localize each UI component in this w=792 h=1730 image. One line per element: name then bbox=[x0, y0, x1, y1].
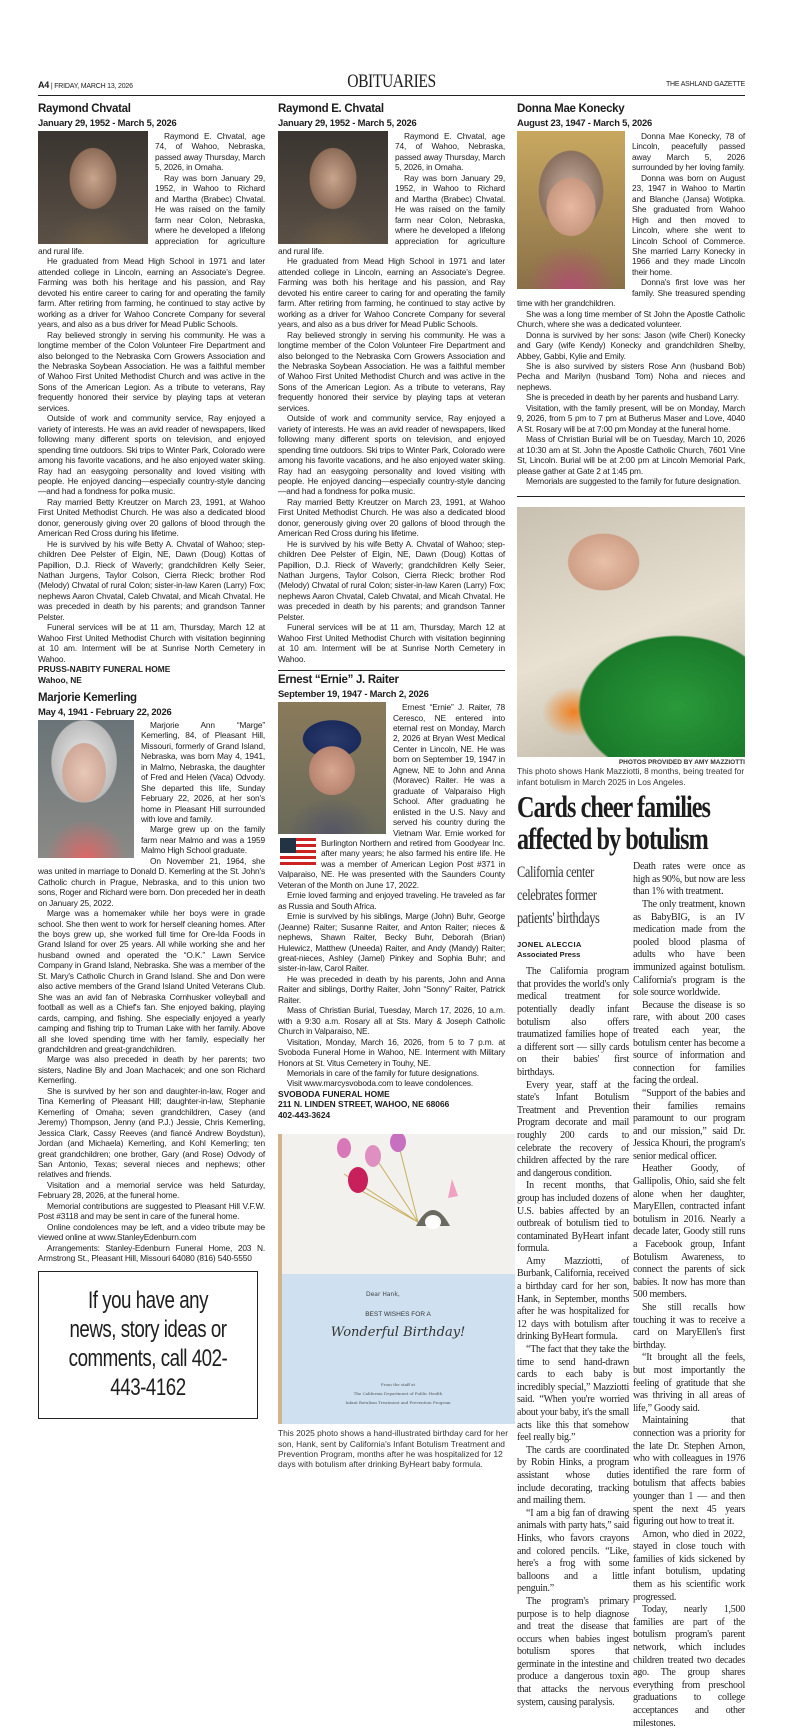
portrait-photo bbox=[278, 702, 386, 834]
paragraph: Mass of Christian Burial, Tuesday, March 17, 2026, 10 a.m. with a 9:30 a.m. Rosary all at Sts. Mary & Joseph Catholic Church in Valparaiso, NE. bbox=[278, 1005, 505, 1037]
paragraph: The cards are coordinated by Robin Hinks, a program assistant whose duties include decorating, tracking and mailing them. bbox=[517, 1444, 629, 1507]
body-text bbox=[517, 966, 629, 1709]
body-text bbox=[633, 861, 745, 1730]
paragraph: She is survived by her son and daughter-in-law, Roger and Tina Kemerling of Pleasant Hill; daughter-in-law, Stephanie Kemerling of Omaha; seven grandchildren, Casey (and Jeremy) Thompson, Jenny (and P.J.) Jessie, Chris Kemerling, Jessica Clark, Cassy Reeves (and fiancé Andrew Boydstun), Jordan (and Michaela) Kemerling, and Kohl Kemerling; ten great grandchildren; one brother, Gary (and Rose) Odvody of San Antonio, Texas; several nieces and nephews; other relatives and friends. bbox=[38, 1085, 265, 1180]
funeral-home-address: 211 N. LINDEN STREET, WAHOO, NE 68066 bbox=[278, 1099, 450, 1110]
byline bbox=[517, 940, 629, 960]
paragraph: Funeral services will be at 11 am, Thursday, March 12 at Wahoo First United Methodist Church with visitation beginning at 10 am. Interment will be at Sunrise North Cemetery in Wahoo. bbox=[278, 622, 505, 664]
paragraph: Arnon, who died in 2022, stayed in close touch with families of kids sickened by infant botulism, updating them as his scientific work progressed. bbox=[633, 1528, 745, 1603]
funeral-home: PRUSS-NABITY FUNERAL HOME bbox=[38, 664, 171, 675]
paragraph: Ernie is survived by his siblings, Marge (John) Buhr, George (Jeanne) Raiter; Susanne Raiter, and Anton Raiter; nieces & nephews, Shawn Raiter, Becky Buhr, Deborah (Brian) Hulewicz, Matthew (Uneeda) Raiter, and Andy (Mandy) Raiter; great-nieces, Ashley (Jamel) Pinkey and Sophia Buhr; and sister-in-law, Carol Raiter. bbox=[278, 911, 505, 974]
paragraph: She is preceded in death by her parents and husband Larry. bbox=[526, 392, 739, 403]
portrait-photo bbox=[38, 131, 148, 244]
paragraph: Funeral services will be at 11 am, Thursday, March 12 at Wahoo First United Methodist Church with visitation beginning at 10 am. Interment will be at Sunrise North Cemetery in Wahoo. bbox=[38, 622, 265, 664]
obituary-raymond-e-chvatal bbox=[278, 102, 505, 664]
article-headline: Cards cheer families affected by botulism bbox=[517, 789, 711, 857]
paragraph: Arrangements: Stanley-Edenburn Funeral Home, 203 N. Armstrong St., Pleasant Hill, Missouri 64080 (816) 540-5550 bbox=[38, 1242, 265, 1264]
portrait-photo bbox=[278, 131, 388, 244]
birthday-card-photo bbox=[278, 1134, 515, 1424]
paragraph: She was a long time member of St John the Apostle Catholic Church, where she was a dedicated volunteer. bbox=[517, 308, 745, 330]
article-subhead: California center celebrates former patients' birthdays bbox=[517, 864, 600, 928]
paragraph: He is survived by his wife Betty A. Chvatal of Wahoo; step-children Dee Pelster of Elgin, NE, Dawn (Doug) Kottas of Papillion, D.J. Rieck of Waverly; grandchildren Kelly Seier, Nathan Jurgens, Taylor Colson, Cierra Rieck; brother Rod (Melody) Chvatal of rural Colon; sister-in-law Karen (Larry) Fox; nephews Aaron Chvatal, Caleb Chvatal, and Micah Chvatal. He was preceded in death by his parents; and grandson Tanner Pelster. bbox=[38, 538, 265, 622]
paragraph: Memorials are suggested to the family for future designation. bbox=[526, 475, 741, 486]
paragraph: Raymond E. Chvatal, age 74, of Wahoo, Nebraska, passed away Thursday, March 5, 2026, in Omaha. bbox=[155, 131, 265, 173]
portrait-photo bbox=[38, 720, 134, 858]
paragraph: He was preceded in death by his parents, John and Anna Raiter and siblings, Dorthy Raiter, John “Sonny” Raiter, Patrick Raiter. bbox=[278, 973, 505, 1005]
author-name: JONEL ALECCIA bbox=[517, 940, 582, 950]
paragraph: Ernest “Ernie” J. Raiter, 78 Ceresco, NE entered into eternal rest on Monday, March 2, 2026 at Bryan West Medical Center in Lincoln, NE. He was born on September 19, 1947 in Agnew, NE to John and Anna (Moravec) Raiter. He was a graduate of Valparaiso High School. After graduating he enlisted in the U.S. Navy and served his country during the Vietnam War. Ernie worked for Burlington Northern and retired from Goodyear Inc. after many years; he also farmed his entire life. He was a member of American Legion Post #371 in Valparaiso, NE. He was presented with the Saunders County Veteran of the Month on June 17, 2022. bbox=[278, 702, 505, 890]
paragraph: Donna Mae Konecky, 78 of Lincoln, peacefully passed away March 5, 2026 surrounded by her loving family. bbox=[632, 131, 745, 173]
paragraph: He graduated from Mead High School in 1971 and later attended college in Lincoln, earning an Associate's Degree. Farming was both his heritage and his passion, and Ray devoted his entire career to caring for and operating the family farm. After retiring from farming, he continued to stay active by working as a driver for Wahoo Concrete Company for several years, and also as a bus driver for Mead Public Schools. bbox=[278, 256, 505, 330]
obituary-dates: January 29, 1952 - March 5, 2026 bbox=[38, 117, 177, 128]
card-from-line: From the staff at bbox=[380, 1382, 416, 1388]
paragraph: Ray was born January 29, 1952, in Wahoo to Richard and Martha (Brabec) Chvatal. He was raised on the family farm near Colon, Nebraska, where he developed a lifelong appreciation for agriculture and rural life. bbox=[278, 172, 505, 256]
paragraph: “It brought all the feels, but most importantly the feeling of gratitude that she was thriving in all areas of life,” Goody said. bbox=[633, 1352, 745, 1414]
baby-photo bbox=[517, 507, 745, 757]
paragraph: She still recalls how touching it was to receive a card on MaryEllen's first birthday. bbox=[633, 1302, 745, 1351]
paragraph: Mass of Christian Burial will be on Tuesday, March 10, 2026 at 10:30 am at St. John the Apostle Catholic Church, 7601 Vine St, Lincoln. Burial will be at 2:00 pm at Lincoln Memorial Park, please gather at Gate 2 at 1:45 pm. bbox=[517, 434, 745, 476]
paragraph: Ray married Betty Kreutzer on March 23, 1991, at Wahoo First United Methodist Church. He was also a dedicated blood donor, generously giving over 20 gallons of blood through the American Red Cross during his lifetime. bbox=[278, 496, 505, 539]
obituary-marjorie-kemerling bbox=[38, 691, 265, 1264]
paragraph: Donna's first love was her family. She treasured spending time with her grandchildren. bbox=[517, 277, 745, 309]
card-greeting: Dear Hank, bbox=[366, 1291, 400, 1299]
article-photo-figure bbox=[517, 496, 745, 787]
paragraph: She is also survived by sisters Rose Ann (husband Bob) Pecha and Marilyn (husband Tom) Noha and nieces and nephews. bbox=[517, 360, 745, 392]
paragraph: Ray believed strongly in serving his community. He was a longtime member of the Colon Volunteer Fire Department and also belonged to the Nebraska Corn Growers Association and the Nebraska Soybean Association. He was a faithful member of Wahoo First United Methodist Church and was active in the Sons of the American Legion. As a tribute to veterans, Ray frequently honored their service by playing taps at veteran services. bbox=[278, 329, 505, 413]
paragraph: Visitation, with the family present, will be on Monday, March 9, 2026, from 5 pm to 7 pm at Butherus Maser and Love, 4040 A St. Rosary will be at 7:00 pm Monday at the funeral home. bbox=[517, 402, 745, 434]
paragraph: Marge was a homemaker while her boys were in grade school. She then went to work for herself cleaning homes. After the boys grew up, she worked full time for Ore-Ida Foods in Grand Island for over 25 years. All while working she and her husband owned and operated the “O.K.” Lawn Service Company in Grand Island, Nebraska. She was a member of the St. Mary's Catholic Church in Grand Island. She and Don were also active members of the Grand Island United Veterans Club. She was an avid fan of Nebraska Cornhusker volleyball and football as well as a Chief's fan. She enjoyed baking, playing cards, camping, and fishing. She especially enjoyed a yearly camping and fishing trip to Truman Lake with her family. Above all she loved spending time with her family, especially her grandchildren and great-grandchildren. bbox=[38, 908, 265, 1054]
paragraph: Ray was born January 29, 1952, in Wahoo to Richard and Martha (Brabec) Chvatal. He was raised on the family farm near Colon, Nebraska, where he developed a lifelong appreciation for agriculture and rural life. bbox=[38, 172, 265, 256]
paragraph: Ernie loved farming and enjoyed traveling. He traveled as far as Russia and South Africa. bbox=[278, 890, 505, 911]
paragraph: Raymond E. Chvatal, age 74, of Wahoo, Nebraska, passed away Thursday, March 5, 2026, in Omaha. bbox=[395, 131, 505, 173]
obituary-name: Ernest “Ernie” J. Raiter bbox=[278, 674, 399, 687]
paragraph: Today, nearly 1,500 families are part of the botulism program's parent network, which includes children treated two decades ago. The group shares everything from preschool graduations to college acceptances and other milestones. bbox=[633, 1604, 745, 1729]
obituary-name: Raymond Chvatal bbox=[38, 103, 131, 115]
birthday-card-figure bbox=[278, 1134, 515, 1470]
paragraph: Visitation and a memorial service was held Saturday, February 28, 2026, at the funeral home. bbox=[38, 1179, 265, 1201]
paragraph: Heather Goody, of Gallipolis, Ohio, said she felt alone when her daughter, MaryEllen, contracted infant botulism in 2016. Nearly a decade later, Goody still runs a Facebook group, Infant Botulism Awareness, to connect the parents of sick babies. It now has more than 500 members. bbox=[633, 1163, 745, 1301]
obituary-dates: August 23, 1947 - March 5, 2026 bbox=[517, 117, 653, 128]
paragraph: Because the disease is so rare, with about 200 cases treated each year, the botulism center has become a source of information and connection for families facing the ordeal. bbox=[633, 999, 745, 1087]
obituary-raymond-chvatal bbox=[38, 102, 265, 685]
paragraph: Maintaining that connection was a priority for the late Dr. Stephen Arnon, who with colleagues in 1976 identified the rare form of botulism that affects babies younger than 1 — and then spent the next 45 years figuring out how to treat it. bbox=[633, 1415, 745, 1528]
card-line1: BEST WISHES FOR A bbox=[365, 1311, 431, 1319]
paragraph: Every year, staff at the state's Infant Botulism Treatment and Prevention Program decorate and mail roughly 200 cards to celebrate the recovery of children affected by the rare and dangerous condition. bbox=[517, 1079, 629, 1179]
obituary-dates: September 19, 1947 - March 2, 2026 bbox=[278, 688, 429, 700]
section-title: OBITUARIES bbox=[347, 71, 436, 92]
funeral-home-phone: 402-443-3624 bbox=[278, 1109, 331, 1120]
paragraph: Marjorie Ann “Marge” Kemerling, 84, of Pleasant Hill, Missouri, formerly of Grand Island, Nebraska, was born May 4, 1941, in Malmo, Nebraska, the daughter of Fred and Helen (Vaca) Odvody. She departed this life, Sunday February 22, 2026, at her son's home in Pleasant Hill surrounded with love and family. bbox=[141, 719, 265, 824]
card-from-line: Infant Botulism Treatment and Prevention Program bbox=[345, 1400, 451, 1406]
obituary-ernie-raiter bbox=[278, 670, 505, 1120]
page-number: A4 bbox=[38, 80, 50, 90]
photo-caption: This 2025 photo shows a hand-illustrated birthday card for her son, Hank, sent by California's Infant Botulism Treatment and Prevention Program, months after he was hospitalized for 12 days with botulism after drinking ByHeart baby formula. bbox=[278, 1428, 508, 1470]
paragraph: Marge was also preceded in death by her parents; two sisters, Nadine Bly and Joan Machacek; and one son Richard Kemerling. bbox=[38, 1054, 265, 1086]
photo-caption: This photo shows Hank Mazziotti, 8 months, being treated for infant botulism in March 2025 in Los Angeles. bbox=[517, 766, 745, 787]
paragraph: Marge grew up on the family farm near Malmo and was a 1959 Malmo High School graduate. bbox=[141, 824, 265, 856]
news-tip-ad: If you have any news, story ideas or comments, call 402-443-4162 bbox=[38, 1271, 258, 1419]
paragraph: On November 21, 1964, she was united in marriage to Donald D. Kemerling at the St. John's Catholic church in Prague, Nebraska, and to this union two sons, Roger and Richard were born. Don preceded her in death on January 25, 2022. bbox=[38, 855, 265, 908]
column-1 bbox=[38, 102, 265, 1419]
paragraph: Memorials in care of the family for future designations. bbox=[287, 1067, 479, 1078]
funeral-home: SVOBODA FUNERAL HOME bbox=[278, 1088, 390, 1099]
page-header: A4 | FRIDAY, MARCH 13, 2026 OBITUARIES THE ASHLAND GAZETTE bbox=[38, 68, 745, 96]
card-line2: Wonderful Birthday! bbox=[330, 1325, 466, 1341]
obituary-donna-konecky bbox=[517, 102, 745, 486]
paragraph: Visit www.marcysvoboda.com to leave condolences. bbox=[287, 1078, 474, 1089]
paragraph: Visitation, Monday, March 16, 2026, from 5 to 7 p.m. at Svoboda Funeral Home in Wahoo, NE. Interment with Military Honors at St. Vitus Cemetery in Touhy, NE. bbox=[278, 1036, 505, 1068]
news-agency: Associated Press bbox=[517, 950, 581, 960]
paragraph: Death rates were once as high as 90%, but now are less than 1% with treatment. bbox=[633, 861, 745, 898]
paragraph: The California program that provides the world's only medical treatment for potentially deadly infant botulism also offers traumatized families hope of a different sort — silly cards on their babies' first birthdays. bbox=[517, 966, 629, 1078]
paragraph: The only treatment, known as BabyBIG, is an IV medication made from the pooled blood plasma of adults who have been immunized against botulism. California's program is the sole source worldwide. bbox=[633, 899, 745, 999]
issue-date: FRIDAY, MARCH 13, 2026 bbox=[54, 83, 133, 90]
paragraph: In recent months, that group has included dozens of U.S. babies affected by an outbreak of botulism tied to contaminated ByHeart infant formula. bbox=[517, 1180, 629, 1255]
article bbox=[517, 787, 745, 1730]
photo-credit: PHOTOS PROVIDED BY AMY MAZZIOTTI bbox=[618, 759, 745, 767]
obituary-name: Marjorie Kemerling bbox=[38, 691, 137, 704]
funeral-home-city: Wahoo, NE bbox=[38, 674, 82, 685]
paragraph: “I am a big fan of drawing animals with party hats,” said Hinks, who favors crayons and colored pencils. “Like, here's a frog with some balloons and a little penguin.” bbox=[517, 1507, 629, 1595]
paragraph: Outside of work and community service, Ray enjoyed a variety of interests. He was an avid reader of newspapers, liked following many different sports on television, and enjoyed spending time outdoors. Ski trips to Winter Park, Colorado were among his favorite vacations, and he also enjoyed water skiing. Ray had an easygoing personality and loved visiting with people. He enjoyed dancing—especially country-style dancing—and had a fondness for polka music. bbox=[38, 413, 265, 497]
paragraph: Outside of work and community service, Ray enjoyed a variety of interests. He was an avid reader of newspapers, liked following many different sports on television, and enjoyed spending time outdoors. Ski trips to Winter Park, Colorado were among his favorite vacations, and he also enjoyed water skiing. Ray had an easygoing personality and loved visiting with people. He enjoyed dancing—especially country-style dancing—and had a fondness for polka music. bbox=[278, 413, 505, 497]
column-3 bbox=[517, 102, 745, 1730]
obituary-name: Donna Mae Konecky bbox=[517, 103, 625, 115]
obituary-dates: January 29, 1952 - March 5, 2026 bbox=[278, 117, 417, 128]
obituary-dates: May 4, 1941 - February 22, 2026 bbox=[38, 705, 172, 717]
paragraph: Memorial contributions are suggested to Pleasant Hill V.F.W. Post #3118 and may be sent in care of the funeral home. bbox=[38, 1200, 265, 1222]
paragraph: Ray married Betty Kreutzer on March 23, 1991, at Wahoo First United Methodist Church. He was also a dedicated blood donor, generously giving over 20 gallons of blood through the American Red Cross during his lifetime. bbox=[38, 496, 265, 539]
column-2 bbox=[278, 102, 508, 1470]
paragraph: Donna is survived by her sons: Jason (wife Cheri) Konecky and Gary (wife Kendy) Konecky and grandchildren Shelby, Abbey, Gabbi, Kylie and Emily. bbox=[517, 329, 745, 361]
paragraph: He graduated from Mead High School in 1971 and later attended college in Lincoln, earning an Associate's Degree. Farming was both his heritage and his passion, and Ray devoted his entire career to caring for and operating the family farm. After retiring from farming, he continued to stay active by working as a driver for Wahoo Concrete Company for several years, and also as a bus driver for Mead Public Schools. bbox=[38, 256, 265, 330]
card-from-line: The California Department of Public Health bbox=[353, 1391, 443, 1397]
portrait-photo bbox=[517, 131, 625, 289]
paragraph: He is survived by his wife Betty A. Chvatal of Wahoo; step-children Dee Pelster of Elgin, NE, Dawn (Doug) Kottas of Papillion, D.J. Rieck of Waverly; grandchildren Kelly Seier, Nathan Jurgens, Taylor Colson, Cierra Rieck; brother Rod (Melody) Chvatal of rural Colon; sister-in-law Karen (Larry) Fox; nephews Aaron Chvatal, Caleb Chvatal, and Micah Chvatal. He was preceded in death by his parents; and grandson Tanner Pelster. bbox=[278, 538, 505, 622]
obituary-name: Raymond E. Chvatal bbox=[278, 103, 384, 115]
paragraph: “Support of the babies and their families remains paramount to our program and our mission,” said Dr. Jessica Khouri, the program's senior medical officer. bbox=[633, 1087, 745, 1162]
paragraph: The program's primary purpose is to help diagnose and treat the disease that occurs when babies ingest botulism spores that germinate in the intestine and produce a dangerous toxin that attacks the nervous system, causing paralysis. bbox=[517, 1595, 629, 1708]
paragraph: Amy Mazziotti, of Burbank, California, received a birthday card for her son, Hank, in September, months after he was hospitalized for 12 days with botulism after drinking ByHeart formula. bbox=[517, 1255, 629, 1343]
american-flag-icon bbox=[280, 838, 316, 866]
paragraph: Online condolences may be left, and a video tribute may be viewed online at www.StanleyEdenburn.com bbox=[38, 1221, 265, 1243]
paragraph: Ray believed strongly in serving his community. He was a longtime member of the Colon Volunteer Fire Department and also belonged to the Nebraska Corn Growers Association and the Nebraska Soybean Association. He was a faithful member of Wahoo First United Methodist Church and was active in the Sons of the American Legion. As a tribute to veterans, Ray frequently honored their service by playing taps at veteran services. bbox=[38, 329, 265, 413]
paragraph: “The fact that they take the time to send hand-drawn cards to each baby is incredibly special,” Mazziotti said. “When you're worried about your baby, it's the small acts like this that somehow feel really big.” bbox=[517, 1344, 629, 1444]
paragraph: Donna was born on August 23, 1947 in Wahoo to Martin and Blanche (Jansa) Wotipka. She graduated from Wahoo High and then moved to Lincoln, where she went to Lincoln School of Commerce. She married Larry Konecky in 1966 and they made Lincoln their home. bbox=[632, 172, 745, 277]
paper-name: THE ASHLAND GAZETTE bbox=[665, 81, 745, 88]
